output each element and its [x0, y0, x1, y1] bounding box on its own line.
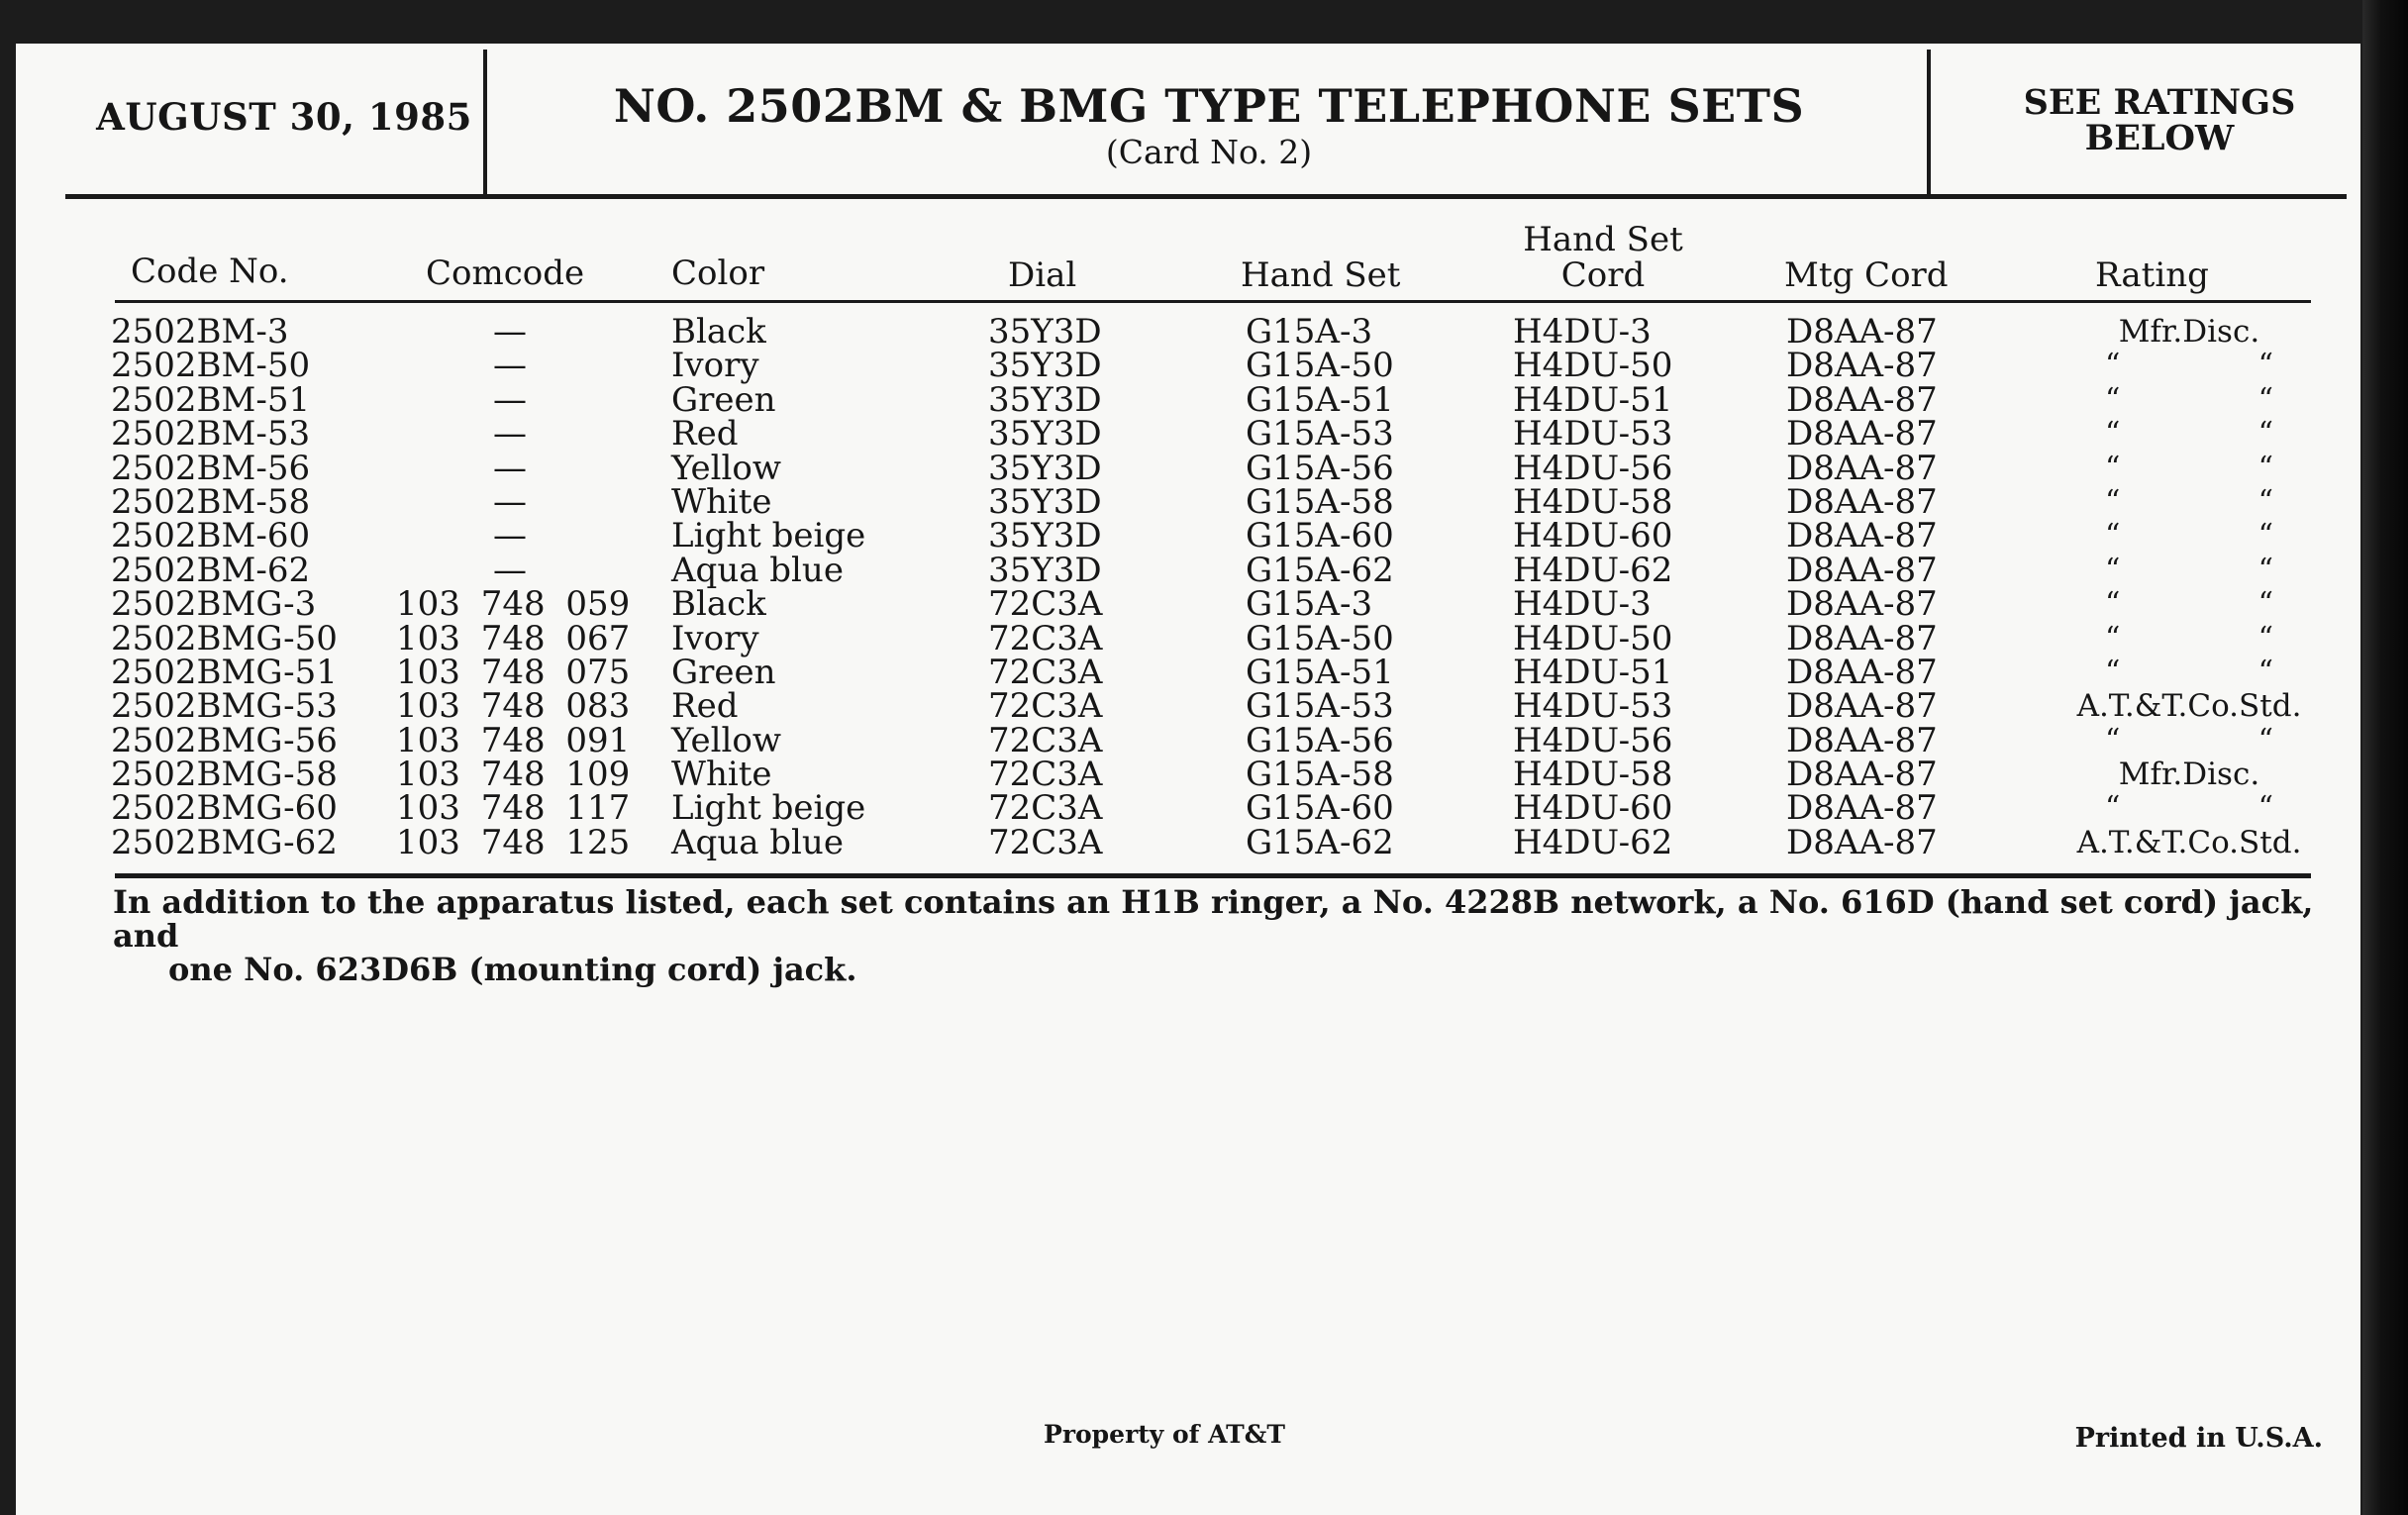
table-row: [16, 720, 2360, 760]
cell-rating-ditto: [2046, 383, 2333, 417]
cell-color: Yellow: [671, 448, 781, 488]
cell-color: Red: [671, 414, 739, 454]
cell-comcode: 103 748 117: [396, 788, 631, 829]
col-header-hand-set-cord-line1: Hand Set: [1523, 220, 1683, 259]
cell-dial: 72C3A: [988, 720, 1103, 760]
cell-code: 2502BM-62: [111, 550, 311, 590]
cell-hand-set-cord: H4DU-53: [1513, 686, 1673, 727]
ratings-note-line1: SEE RATINGS: [2023, 82, 2296, 123]
cell-comcode: —: [493, 414, 527, 454]
cell-code: 2502BMG-60: [111, 788, 338, 829]
table-row: [16, 346, 2360, 386]
table-row: [16, 550, 2360, 590]
ditto-mark: “: [2258, 416, 2273, 452]
ratings-note: [1956, 82, 2362, 158]
cell-code: 2502BMG-58: [111, 755, 338, 795]
col-header-comcode: Comcode: [426, 253, 585, 293]
cell-rating: Mfr.Disc.: [2118, 314, 2260, 350]
cell-code: 2502BMG-62: [111, 822, 338, 862]
cell-hand-set-cord: H4DU-58: [1513, 755, 1673, 795]
cell-dial: 35Y3D: [988, 481, 1102, 522]
cell-code: 2502BM-51: [111, 379, 311, 420]
col-header-code: Code No.: [131, 252, 289, 291]
cell-hand-set-cord: H4DU-3: [1513, 312, 1652, 352]
cell-rating-ditto: [2046, 656, 2333, 689]
cell-dial: 72C3A: [988, 686, 1103, 727]
ditto-mark: “: [2105, 483, 2121, 519]
ditto-marks: [2046, 587, 2333, 621]
cell-color: Black: [671, 312, 766, 352]
col-header-dial: Dial: [1008, 255, 1077, 295]
cell-dial: 35Y3D: [988, 414, 1102, 454]
ditto-mark: “: [2105, 552, 2121, 587]
table-row: [16, 822, 2360, 862]
cell-color: Yellow: [671, 720, 781, 760]
cell-hand-set-cord: H4DU-60: [1513, 788, 1673, 829]
cell-hand-set: G15A-60: [1246, 516, 1394, 556]
cell-code: 2502BM-53: [111, 414, 311, 454]
cell-mtg-cord: D8AA-87: [1786, 652, 1938, 692]
col-header-hand-set: Hand Set: [1241, 255, 1401, 295]
ditto-mark: “: [2105, 790, 2121, 826]
cell-code: 2502BM-58: [111, 481, 311, 522]
ditto-mark: “: [2105, 654, 2121, 689]
cell-rating: A.T.&T.Co.Std.: [2076, 688, 2302, 725]
table-row: [16, 652, 2360, 692]
table-row: [16, 584, 2360, 625]
cell-color: Aqua blue: [671, 822, 844, 862]
footnote-line2: one No. 623D6B (mounting cord) jack.: [168, 951, 857, 988]
cell-dial: 72C3A: [988, 652, 1103, 692]
ditto-mark: “: [2105, 586, 2121, 622]
table-row: [16, 516, 2360, 556]
cell-dial: 72C3A: [988, 618, 1103, 658]
cell-hand-set-cord: H4DU-53: [1513, 414, 1673, 454]
cell-hand-set: G15A-3: [1246, 312, 1373, 352]
ditto-mark: “: [2105, 348, 2121, 383]
col-header-rating: Rating: [2095, 255, 2209, 295]
header-rule: [65, 194, 2347, 199]
cell-hand-set-cord: H4DU-50: [1513, 618, 1673, 658]
title-block: [481, 79, 1937, 171]
cell-comcode: —: [493, 550, 527, 590]
col-header-mtg-cord: Mtg Cord: [1784, 255, 1949, 295]
page-subtitle: (Card No. 2): [1105, 133, 1313, 171]
cell-rating-ditto: [2046, 519, 2333, 553]
cell-rating-ditto: [2046, 349, 2333, 382]
cell-comcode: —: [493, 516, 527, 556]
cell-mtg-cord: D8AA-87: [1786, 346, 1938, 386]
table-row: [16, 312, 2360, 352]
ditto-mark: “: [2258, 620, 2273, 656]
table-header-rule: [115, 300, 2311, 303]
cell-hand-set-cord: H4DU-60: [1513, 516, 1673, 556]
cell-dial: 72C3A: [988, 822, 1103, 862]
cell-comcode: 103 748 083: [396, 686, 631, 727]
cell-code: 2502BMG-56: [111, 720, 338, 760]
cell-code: 2502BMG-51: [111, 652, 338, 692]
cell-mtg-cord: D8AA-87: [1786, 584, 1938, 625]
cell-mtg-cord: D8AA-87: [1786, 755, 1938, 795]
cell-hand-set: G15A-60: [1246, 788, 1394, 829]
cell-mtg-cord: D8AA-87: [1786, 618, 1938, 658]
cell-hand-set: G15A-62: [1246, 550, 1394, 590]
ditto-mark: “: [2258, 552, 2273, 587]
ditto-marks: [2046, 485, 2333, 519]
ratings-note-line2: BELOW: [2084, 118, 2235, 158]
cell-hand-set: G15A-53: [1246, 414, 1394, 454]
cell-hand-set: G15A-62: [1246, 822, 1394, 862]
cell-comcode: 103 748 125: [396, 822, 631, 862]
ditto-mark: “: [2105, 450, 2121, 485]
cell-rating-ditto: [2046, 587, 2333, 621]
cell-mtg-cord: D8AA-87: [1786, 822, 1938, 862]
cell-dial: 35Y3D: [988, 550, 1102, 590]
footnote: [113, 885, 2321, 986]
cell-hand-set-cord: H4DU-3: [1513, 584, 1652, 625]
ditto-mark: “: [2258, 790, 2273, 826]
cell-hand-set: G15A-51: [1246, 379, 1394, 420]
cell-mtg-cord: D8AA-87: [1786, 379, 1938, 420]
cell-hand-set: G15A-53: [1246, 686, 1394, 727]
cell-color: White: [671, 755, 772, 795]
cell-code: 2502BMG-50: [111, 618, 338, 658]
cell-hand-set-cord: H4DU-51: [1513, 379, 1673, 420]
cell-mtg-cord: D8AA-87: [1786, 516, 1938, 556]
cell-comcode: 103 748 091: [396, 720, 631, 760]
cell-comcode: 103 748 075: [396, 652, 631, 692]
cell-color: Red: [671, 686, 739, 727]
cell-rating: A.T.&T.Co.Std.: [2076, 824, 2302, 860]
cell-hand-set: G15A-56: [1246, 720, 1394, 760]
printed-notice: Printed in U.S.A.: [2074, 1423, 2323, 1454]
cell-dial: 72C3A: [988, 788, 1103, 829]
col-header-hand-set-cord-line2: Cord: [1560, 255, 1646, 295]
table-row: [16, 481, 2360, 522]
cell-hand-set: G15A-50: [1246, 618, 1394, 658]
footnote-line1: In addition to the apparatus listed, each set contains an H1B ringer, a No. 4228B network, a No. 616D (hand set cord) jack, and: [113, 883, 2314, 955]
cell-mtg-cord: D8AA-87: [1786, 481, 1938, 522]
cell-mtg-cord: D8AA-87: [1786, 414, 1938, 454]
property-notice: Property of AT&T: [1044, 1420, 1285, 1449]
cell-hand-set-cord: H4DU-56: [1513, 720, 1673, 760]
ditto-marks: [2046, 417, 2333, 451]
cell-hand-set-cord: H4DU-51: [1513, 652, 1673, 692]
cell-hand-set: G15A-56: [1246, 448, 1394, 488]
table-row: [16, 686, 2360, 727]
cell-dial: 35Y3D: [988, 312, 1102, 352]
table-row: [16, 414, 2360, 454]
cell-color: Ivory: [671, 618, 759, 658]
cell-hand-set: G15A-58: [1246, 755, 1394, 795]
ditto-marks: [2046, 349, 2333, 382]
ditto-mark: “: [2258, 483, 2273, 519]
cell-rating-ditto: [2046, 791, 2333, 825]
cell-dial: 72C3A: [988, 755, 1103, 795]
ditto-marks: [2046, 519, 2333, 553]
cell-color: White: [671, 481, 772, 522]
ditto-mark: “: [2105, 620, 2121, 656]
cell-mtg-cord: D8AA-87: [1786, 448, 1938, 488]
cell-color: Ivory: [671, 346, 759, 386]
cell-rating-ditto: [2046, 554, 2333, 587]
cell-comcode: —: [493, 481, 527, 522]
ditto-mark: “: [2105, 416, 2121, 452]
cell-rating-ditto: [2046, 452, 2333, 485]
table-row: [16, 618, 2360, 658]
issue-date: AUGUST 30, 1985: [96, 95, 472, 139]
ditto-marks: [2046, 622, 2333, 656]
cell-hand-set-cord: H4DU-58: [1513, 481, 1673, 522]
cell-color: Light beige: [671, 788, 866, 829]
cell-color: Green: [671, 379, 776, 420]
table-row: [16, 755, 2360, 795]
cell-rating-ditto: [2046, 724, 2333, 758]
cell-hand-set-cord: H4DU-62: [1513, 550, 1673, 590]
table-bottom-rule: [115, 873, 2311, 878]
cell-color: Aqua blue: [671, 550, 844, 590]
table-body: [16, 312, 2360, 862]
ditto-marks: [2046, 383, 2333, 417]
cell-dial: 72C3A: [988, 584, 1103, 625]
cell-hand-set: G15A-51: [1246, 652, 1394, 692]
scan-edge: [2362, 0, 2408, 1515]
cell-hand-set-cord: H4DU-62: [1513, 822, 1673, 862]
cell-code: 2502BMG-53: [111, 686, 338, 727]
cell-hand-set-cord: H4DU-50: [1513, 346, 1673, 386]
col-header-color: Color: [671, 253, 765, 293]
page-title: NO. 2502BM & BMG TYPE TELEPHONE SETS: [613, 79, 1805, 133]
ditto-mark: “: [2258, 586, 2273, 622]
cell-code: 2502BM-56: [111, 448, 311, 488]
ditto-marks: [2046, 554, 2333, 587]
ditto-mark: “: [2258, 450, 2273, 485]
document-card: [16, 44, 2360, 1515]
cell-hand-set: G15A-50: [1246, 346, 1394, 386]
table-row: [16, 788, 2360, 829]
ditto-mark: “: [2105, 722, 2121, 758]
cell-color: Black: [671, 584, 766, 625]
cell-dial: 35Y3D: [988, 379, 1102, 420]
ditto-mark: “: [2258, 348, 2273, 383]
cell-mtg-cord: D8AA-87: [1786, 550, 1938, 590]
cell-rating-ditto: [2046, 622, 2333, 656]
cell-rating: Mfr.Disc.: [2118, 757, 2260, 793]
cell-dial: 35Y3D: [988, 448, 1102, 488]
col-header-hand-set-cord: [1497, 222, 1709, 293]
cell-mtg-cord: D8AA-87: [1786, 312, 1938, 352]
cell-code: 2502BM-50: [111, 346, 311, 386]
ditto-mark: “: [2258, 518, 2273, 554]
cell-color: Light beige: [671, 516, 866, 556]
cell-comcode: 103 748 067: [396, 618, 631, 658]
cell-mtg-cord: D8AA-87: [1786, 720, 1938, 760]
ditto-marks: [2046, 656, 2333, 689]
cell-comcode: —: [493, 312, 527, 352]
ditto-mark: “: [2258, 381, 2273, 417]
cell-dial: 35Y3D: [988, 516, 1102, 556]
cell-comcode: —: [493, 448, 527, 488]
cell-code: 2502BM-60: [111, 516, 311, 556]
cell-dial: 35Y3D: [988, 346, 1102, 386]
cell-code: 2502BMG-3: [111, 584, 317, 625]
cell-comcode: 103 748 059: [396, 584, 631, 625]
ditto-marks: [2046, 724, 2333, 758]
cell-rating-ditto: [2046, 417, 2333, 451]
ditto-mark: “: [2258, 722, 2273, 758]
cell-comcode: —: [493, 379, 527, 420]
table-row: [16, 379, 2360, 420]
cell-mtg-cord: D8AA-87: [1786, 686, 1938, 727]
cell-hand-set: G15A-58: [1246, 481, 1394, 522]
cell-color: Green: [671, 652, 776, 692]
ditto-mark: “: [2258, 654, 2273, 689]
cell-comcode: —: [493, 346, 527, 386]
cell-mtg-cord: D8AA-87: [1786, 788, 1938, 829]
ditto-mark: “: [2105, 518, 2121, 554]
cell-code: 2502BM-3: [111, 312, 289, 352]
ditto-mark: “: [2105, 381, 2121, 417]
cell-rating-ditto: [2046, 485, 2333, 519]
ditto-marks: [2046, 791, 2333, 825]
cell-hand-set: G15A-3: [1246, 584, 1373, 625]
cell-comcode: 103 748 109: [396, 755, 631, 795]
table-row: [16, 448, 2360, 488]
cell-hand-set-cord: H4DU-56: [1513, 448, 1673, 488]
ditto-marks: [2046, 452, 2333, 485]
